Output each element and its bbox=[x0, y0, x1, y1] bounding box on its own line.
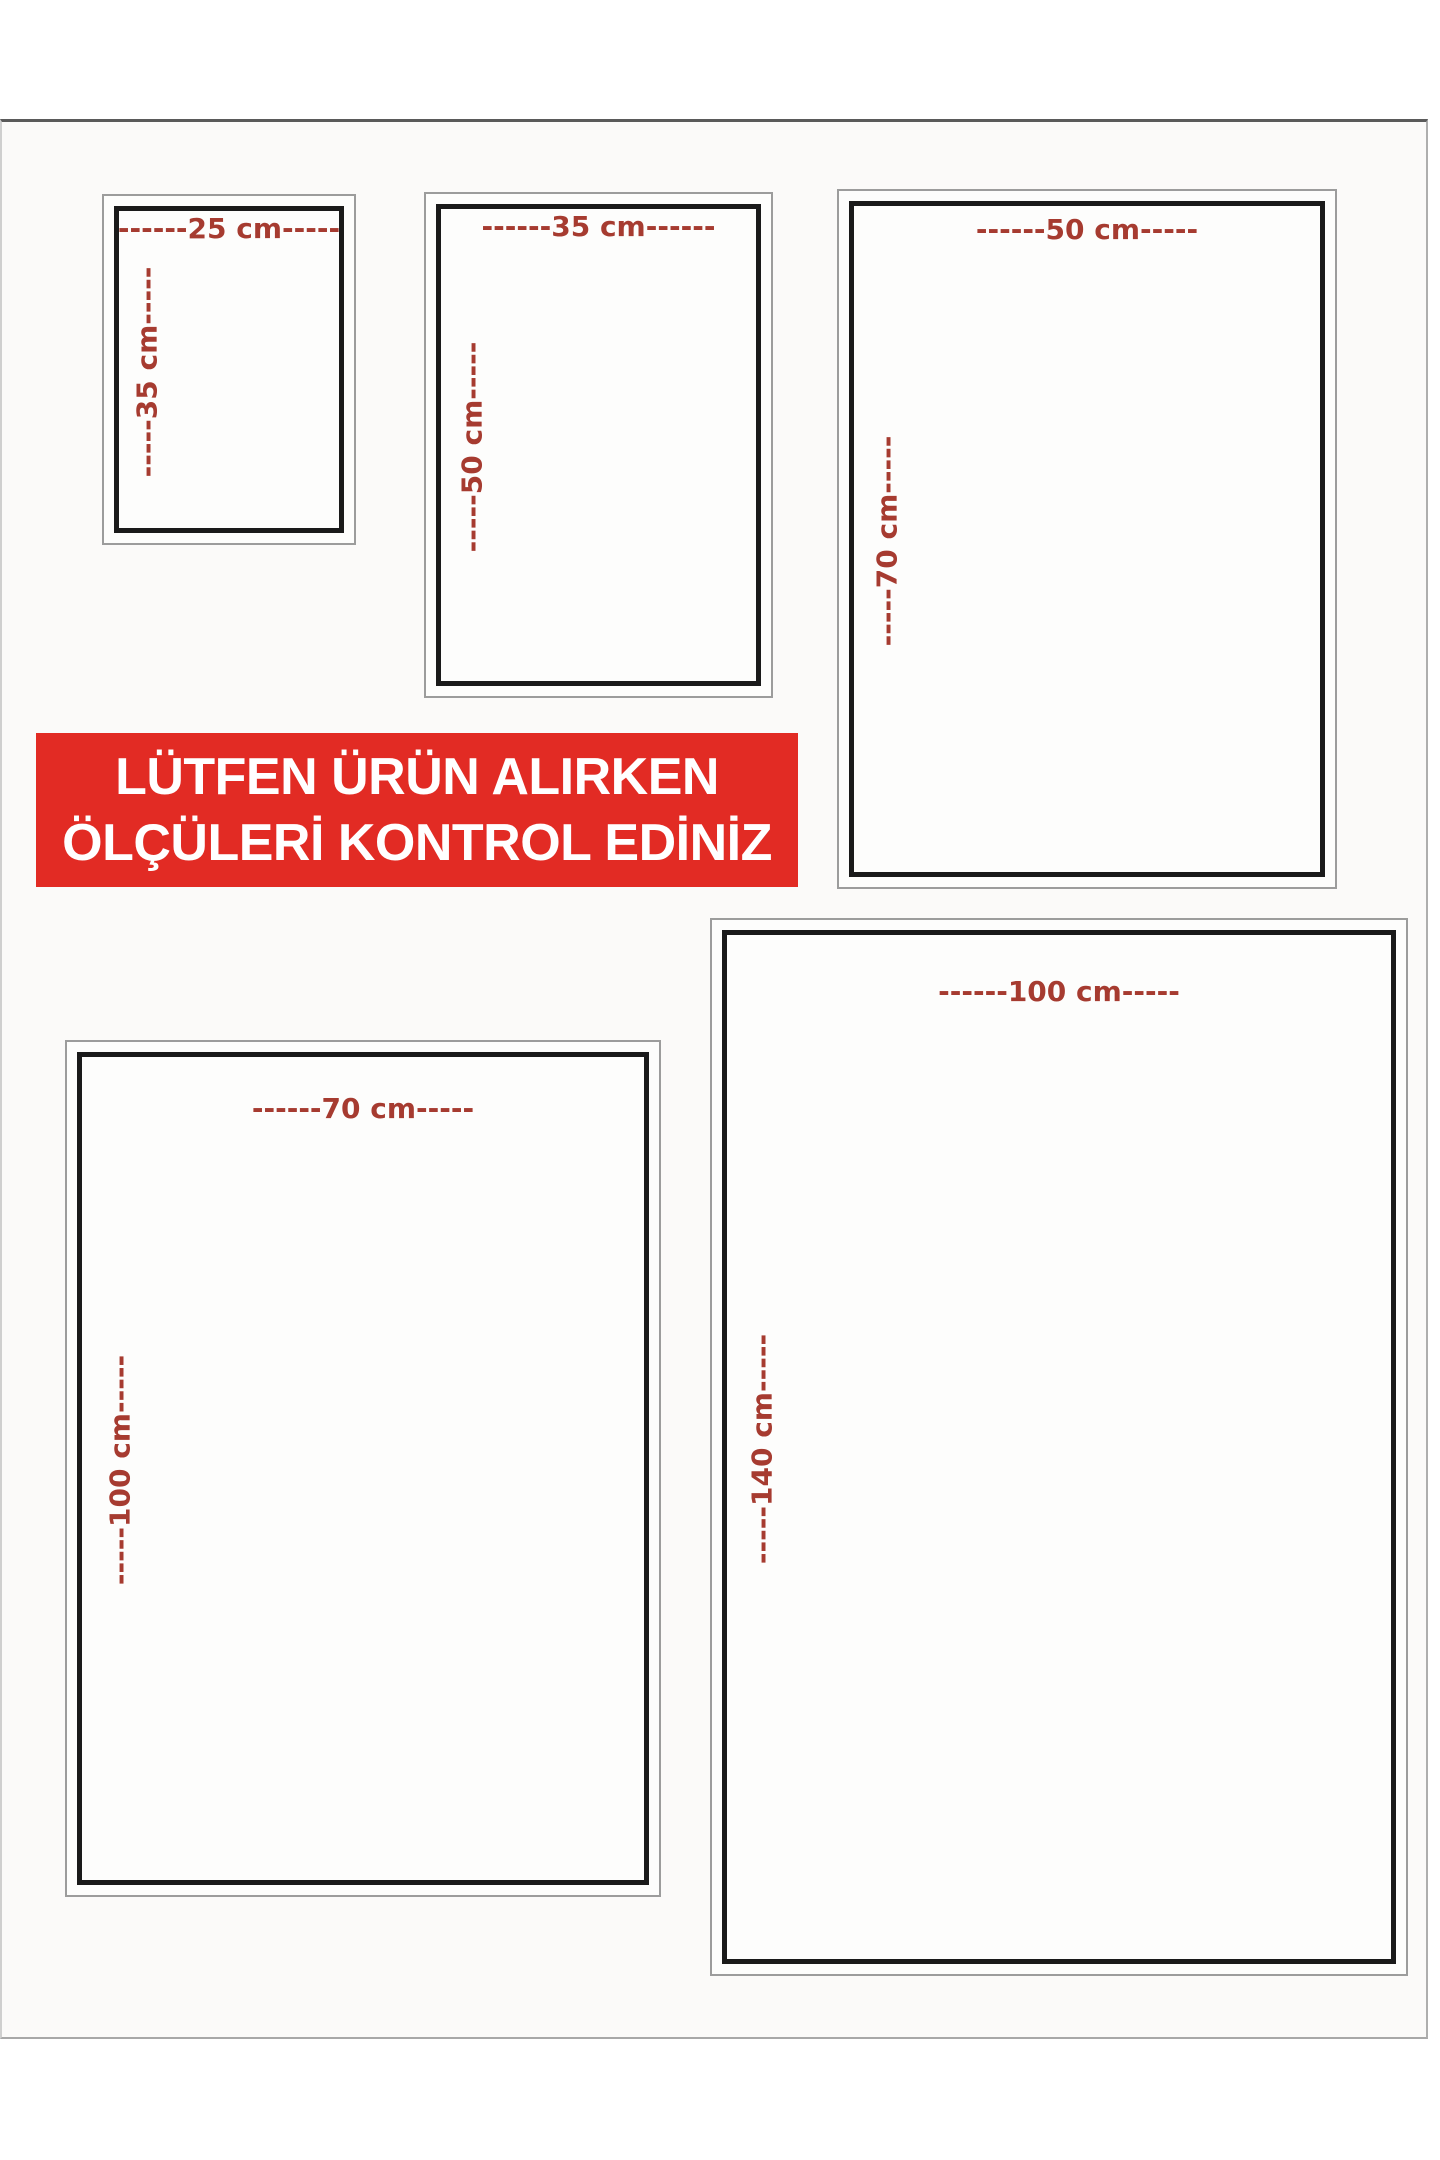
warning-banner bbox=[36, 733, 798, 887]
width-label-70: ------70 cm----- bbox=[251, 1092, 475, 1125]
warning-banner-line-1: LÜTFEN ÜRÜN ALIRKEN bbox=[115, 748, 719, 806]
warning-banner-line-2: ÖLÇÜLERİ KONTROL EDİNİZ bbox=[62, 814, 772, 872]
height-label-70: -----70 cm----- bbox=[870, 435, 904, 647]
height-label-50: -----50 cm----- bbox=[455, 341, 489, 553]
size-box-100x140 bbox=[710, 918, 1408, 1976]
height-label-140: -----140 cm----- bbox=[745, 1333, 779, 1565]
size-box-70x100-frame bbox=[77, 1052, 649, 1885]
width-label-35: ------35 cm------ bbox=[481, 210, 716, 243]
height-label-100: -----100 cm----- bbox=[103, 1354, 137, 1586]
width-label-50: ------50 cm----- bbox=[975, 213, 1199, 246]
width-label-100: ------100 cm----- bbox=[938, 975, 1180, 1008]
size-box-25x35 bbox=[102, 194, 356, 545]
width-label-25: ------25 cm----- bbox=[117, 212, 341, 245]
height-label-35: -----35 cm----- bbox=[130, 266, 164, 478]
size-box-50x70-frame bbox=[849, 201, 1325, 877]
size-box-50x70 bbox=[837, 189, 1337, 889]
size-box-35x50 bbox=[424, 192, 773, 698]
size-box-70x100 bbox=[65, 1040, 661, 1897]
size-box-100x140-frame bbox=[722, 930, 1396, 1964]
